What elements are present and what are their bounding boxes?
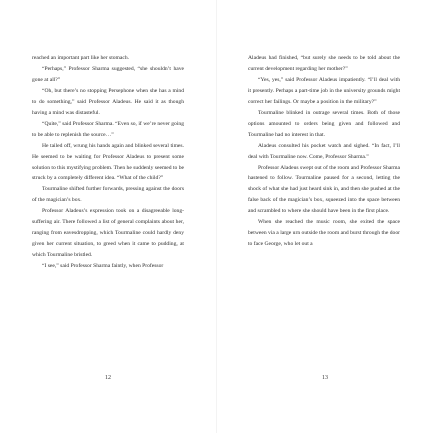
paragraph: Professor Aladeus swept out of the room and Professor Sharma hastened to follow. Tourmaline paused for a second, letting the shock of what she had just heard sink in, and then she pushed at the false back of the magician’s box, squeezed into the space between and scrambled to where she should have been in the first place. [248, 164, 400, 215]
paragraph: Tourmaline shifted further forwards, pressing against the doors of the magician’s box. [32, 186, 184, 204]
paragraph: When she reached the music room, she exited the space between via a large urn outside the room and burst through the door to face George, who let out a [248, 219, 400, 248]
left-page-text [32, 53, 184, 272]
paragraph: Professor Aladeus’s expression took on a disagreeable long-suffering air. There followed a list of general complaints about her, ranging from eavesdropping, which Tourmaline could hardly deny given her current situation, to greed when it came to pudding, at which Tourmaline bristled. [32, 208, 184, 259]
paragraph: “I see,” said Professor Sharma faintly, when Professor [42, 263, 164, 270]
page-number: 12 [105, 375, 111, 381]
right-page [217, 0, 433, 433]
paragraph: “Perhaps,” Professor Sharma suggested, “she shouldn’t have gone at all?” [32, 65, 184, 83]
paragraph: “Oh, but there’s no stopping Persephone when she has a mind to do something,” said Professor Aladeus. He said it as though having a mind was distasteful. [32, 87, 184, 116]
paragraph: Tourmaline blinked in outrage several times. Both of those options amounted to orders being given and followed and Tourmaline had no interest in that. [248, 109, 400, 138]
right-page-text [248, 53, 400, 250]
page-number: 13 [322, 375, 328, 381]
paragraph: Aladeus consulted his pocket watch and sighed. “In fact, I’ll deal with Tourmaline now. Come, Professor Sharma.” [248, 142, 400, 160]
left-page [0, 0, 216, 433]
paragraph: He tailed off, wrung his hands again and blinked several times. He seemed to be waiting for Professor Aladeus to present some solution to this mystifying problem. Then he suddenly seemed to be struck by a completely different idea. “What of the child?” [32, 142, 184, 182]
paragraph: Aladeus had finished, “but surely she needs to be told about the current development regarding her mother?” [248, 55, 400, 72]
paragraph: “Yes, yes,” said Professor Aladeus impatiently. “I’ll deal with it presently. Perhaps a part-time job in the university grounds might correct her failings. Or maybe a position in the military?” [248, 76, 400, 105]
paragraph: reached an important part like her stomach. [32, 55, 130, 61]
paragraph: “Quite,” said Professor Sharma. “Even so, if we’re never going to be able to replenish the source…” [32, 120, 184, 138]
